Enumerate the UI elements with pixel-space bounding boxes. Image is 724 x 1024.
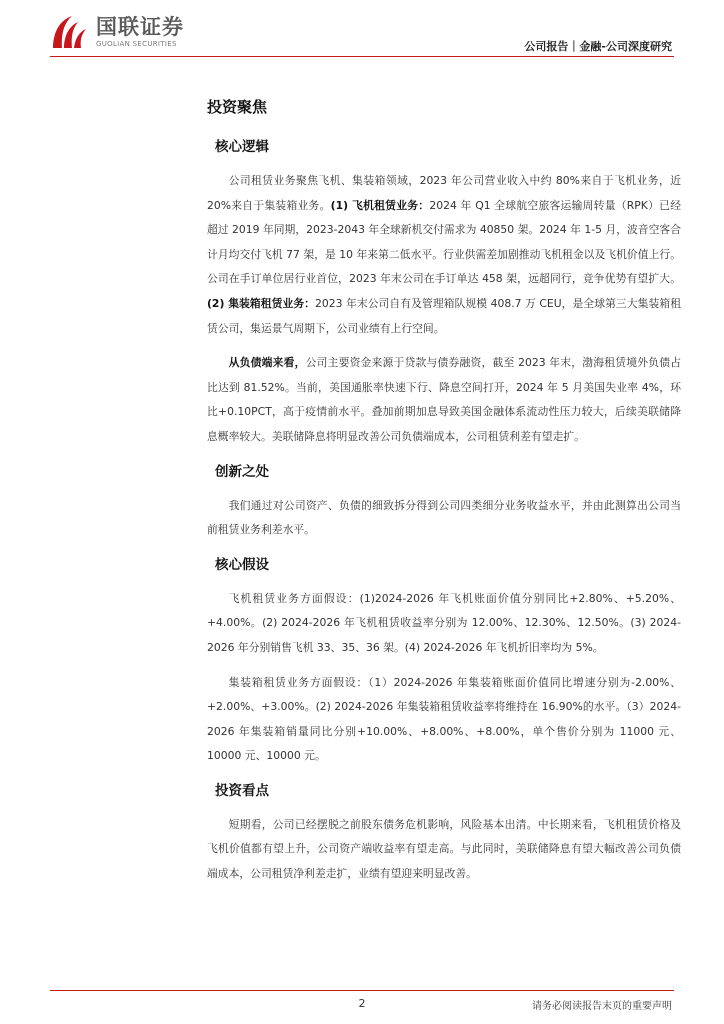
text-span: 2024 年 Q1 全球航空旅客运输周转量（RPK）已经超过 2019 年同期，2023-2043 年全球新机交付需求为 40850 架。2024 年 1-5 月，波音空客合计月均交付飞机 77 架，是 10 年来第二低水平。行业供需差加剧推动飞机租金以及飞机价值上行。公司在手订单位居行业首位，2023 年末公司在手订单达 458 架，远超同行，竞争优势有望扩大。	[207, 198, 682, 286]
bold-label-liability: 从负债端来看，	[228, 356, 306, 370]
text-span: 2023 年末公司自有及管理箱队规模 408.7 万 CEU，是全球第三大集装箱租赁公司，集运景气周期下，公司业绩有上行空间。	[207, 296, 681, 335]
logo-text-en: GUOLIAN SECURITIES	[96, 39, 177, 48]
guolian-logo-icon	[50, 14, 90, 50]
footer-divider	[50, 990, 674, 991]
page-number: 2	[358, 997, 366, 1010]
paragraph-assumption-aircraft: 飞机租赁业务方面假设：(1)2024-2026 年飞机账面价值分别同比+2.80%、+5.20%、+4.00%。(2) 2024-2026 年飞机租赁收益率分别为 12.00%、12.30%、12.50%。(3) 2024-2026 年分别销售飞机 33、35、36 架。(4) 2024-2026 年飞机折旧率均为 5%。	[207, 591, 681, 654]
header-divider	[50, 56, 674, 57]
bold-label-aircraft-leasing: (1) 飞机租赁业务：	[330, 198, 430, 212]
section-heading-assumptions: 核心假设	[215, 556, 269, 573]
text-span: 公司主要资金来源于贷款与债券融资，截至 2023 年末，渤海租赁境外负债占比达到 81.52%。当前，美国通胀率快速下行、降息空间打开，2024 年 5 月美国失业率 4%，环比+0.10PCT，高于疫情前水平。叠加前期加息导致美国金融体系流动性压力较大，后续美联储降息概率较大。美联储降息将明显改善公司负债端成本，公司租赁利差有望走扩。	[207, 356, 682, 443]
paragraph-assumption-container: 集装箱租赁业务方面假设：（1）2024-2026 年集装箱账面价值同比增速分别为-2.00%、+2.00%、+3.00%。(2) 2024-2026 年集装箱租赁收益率将维持在 16.90%的水平。（3）2024-2026 年集装箱销量同比分别+10.00%、+8.00%、+8.00%，单个售价分别为 11000 元、10000 元、10000 元。	[207, 675, 681, 763]
footer-disclaimer: 请务必阅读报告末页的重要声明	[532, 1001, 672, 1012]
page-title: 投资聚焦	[207, 98, 268, 116]
bold-label-container-leasing: (2) 集装箱租赁业务：	[207, 296, 316, 310]
main-content	[207, 96, 681, 897]
text-span: 公司租赁业务聚焦飞机、集装箱领域，2023 年公司营业收入中约 80%来自于飞机业务，近 20%来自于集装箱业务。	[207, 174, 681, 212]
section-heading-investment-highlights: 投资看点	[215, 782, 269, 799]
page-header	[0, 0, 724, 62]
logo-text-cn: 国联证券	[96, 14, 184, 39]
report-category: 公司报告｜金融-公司深度研究	[524, 40, 672, 53]
company-logo	[50, 14, 184, 50]
section-heading-innovation: 创新之处	[215, 463, 269, 480]
section-heading-core-logic: 核心逻辑	[215, 139, 269, 155]
paragraph-core-logic-2	[207, 351, 681, 449]
paragraph-core-logic-1	[207, 169, 681, 341]
paragraph-investment-highlights: 短期看，公司已经摆脱之前股东债务危机影响，风险基本出清。中长期来看，飞机租赁价格及飞机价值都有望上升，公司资产端收益率有望走高。与此同时，美联储降息有望大幅改善公司负债端成本，公司租赁净利差走扩，业绩有望迎来明显改善。	[207, 817, 681, 881]
paragraph-innovation: 我们通过对公司资产、负债的细致拆分得到公司四类细分业务收益水平，并由此测算出公司当前租赁业务利差水平。	[207, 498, 681, 537]
